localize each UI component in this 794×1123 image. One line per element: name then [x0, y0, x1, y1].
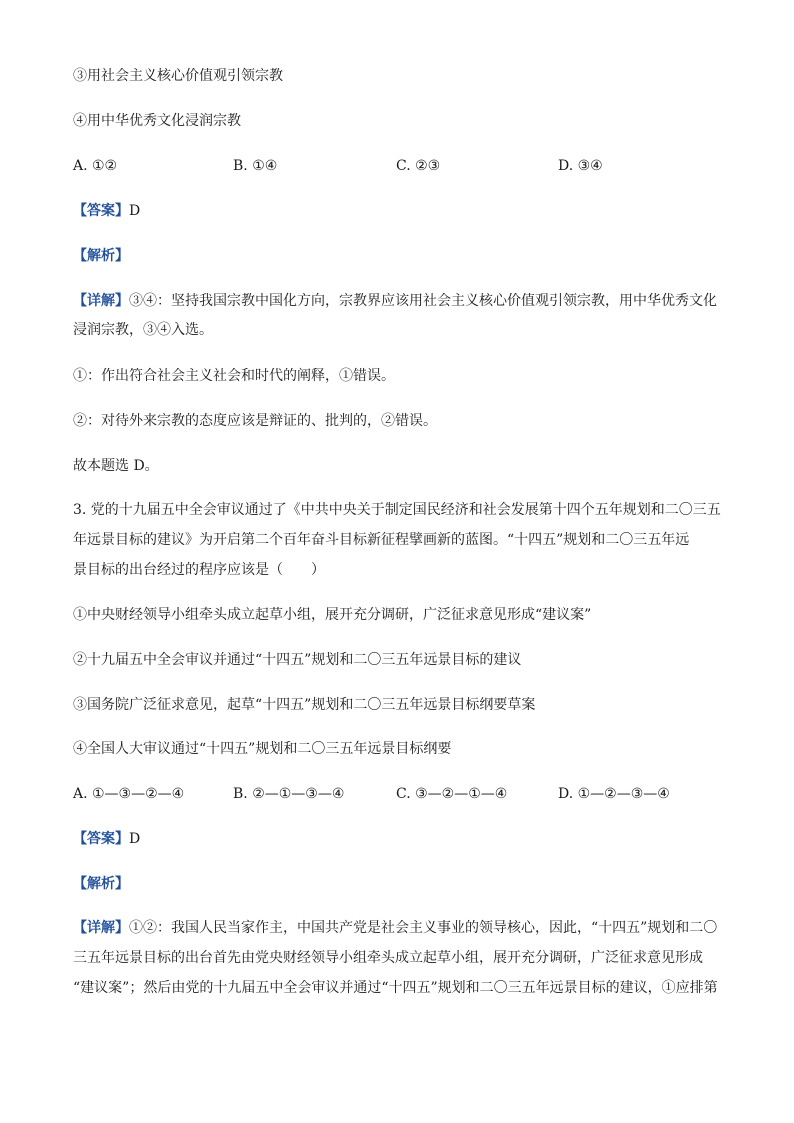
q2-answer	[73, 201, 140, 221]
q2-analysis-heading	[73, 246, 129, 266]
q2-option-b: B. ①④	[233, 158, 278, 174]
q3-item-1: ①中央财经领导小组牵头成立起草小组，展开充分调研，广泛征求意见形成“建议案”	[73, 607, 592, 623]
q3-item-2: ②十九届五中全会审议并通过“十四五”规划和二〇三五年远景目标的建议	[73, 652, 522, 668]
q3-option-b: B. ②—①—③—④	[233, 786, 345, 802]
analysis-tag: 【解析】	[73, 876, 129, 892]
detail-text: ①②：我国人民当家作主，中国共产党是社会主义事业的领导核心，因此，“十四五”规划和二〇	[129, 920, 718, 936]
q2-options	[73, 156, 733, 176]
detail-tag: 【详解】	[73, 293, 129, 309]
q3-stem-line-2: 年远景目标的建议》为开启第二个百年奋斗目标新征程擘画新的蓝图。“十四五”规划和二〇三五年远	[73, 532, 690, 548]
q2-option-d: D. ③④	[558, 158, 603, 174]
q3-detail-line-1	[73, 918, 717, 938]
q3-stem-line-1: 3. 党的十九届五中全会审议通过了《中共中央关于制定国民经济和社会发展第十四个五年规划和二〇三五	[73, 502, 721, 518]
q3-option-c: C. ③—②—①—④	[396, 786, 508, 802]
q2-option-a: A. ①②	[73, 158, 118, 174]
q2-item-3: ③用社会主义核心价值观引领宗教	[73, 68, 283, 84]
analysis-tag: 【解析】	[73, 248, 129, 264]
q3-detail-line-3: “建议案”；然后由党的十九届五中全会审议并通过“十四五”规划和二〇三五年远景目标的建议，①应排第	[73, 980, 718, 996]
answer-value: D	[129, 203, 141, 219]
q3-stem-line-3: 景目标的出台经过的程序应该是（ ）	[73, 562, 325, 578]
q3-detail-line-2: 三五年远景目标的出台首先由党央财经领导小组牵头成立起草小组，展开充分调研，广泛征求意见形成	[73, 950, 703, 966]
q2-detail-line-2: 浸润宗教，③④入选。	[73, 322, 213, 338]
q2-option-c: C. ②③	[396, 158, 441, 174]
q2-reason-1: ①：作出符合社会主义社会和时代的阐释，①错误。	[73, 368, 395, 384]
q3-option-d: D. ①—②—③—④	[558, 786, 670, 802]
answer-value: D	[129, 831, 141, 847]
q3-analysis-heading	[73, 874, 129, 894]
q2-reason-2: ②：对待外来宗教的态度应该是辩证的、批判的，②错误。	[73, 413, 437, 429]
detail-tag: 【详解】	[73, 920, 129, 936]
q2-detail-line-1	[73, 291, 717, 311]
q2-item-4: ④用中华优秀文化浸润宗教	[73, 113, 241, 129]
q3-item-4: ④全国人大审议通过“十四五”规划和二〇三五年远景目标纲要	[73, 741, 452, 757]
q3-options	[73, 784, 733, 804]
q3-answer	[73, 829, 140, 849]
q3-option-a: A. ①—③—②—④	[73, 786, 185, 802]
q2-conclusion: 故本题选 D。	[73, 458, 159, 474]
detail-text: ③④：坚持我国宗教中国化方向，宗教界应该用社会主义核心价值观引领宗教，用中华优秀文化	[129, 293, 717, 309]
q3-item-3: ③国务院广泛征求意见，起草“十四五”规划和二〇三五年远景目标纲要草案	[73, 697, 536, 713]
answer-tag: 【答案】	[73, 831, 129, 847]
answer-tag: 【答案】	[73, 203, 129, 219]
